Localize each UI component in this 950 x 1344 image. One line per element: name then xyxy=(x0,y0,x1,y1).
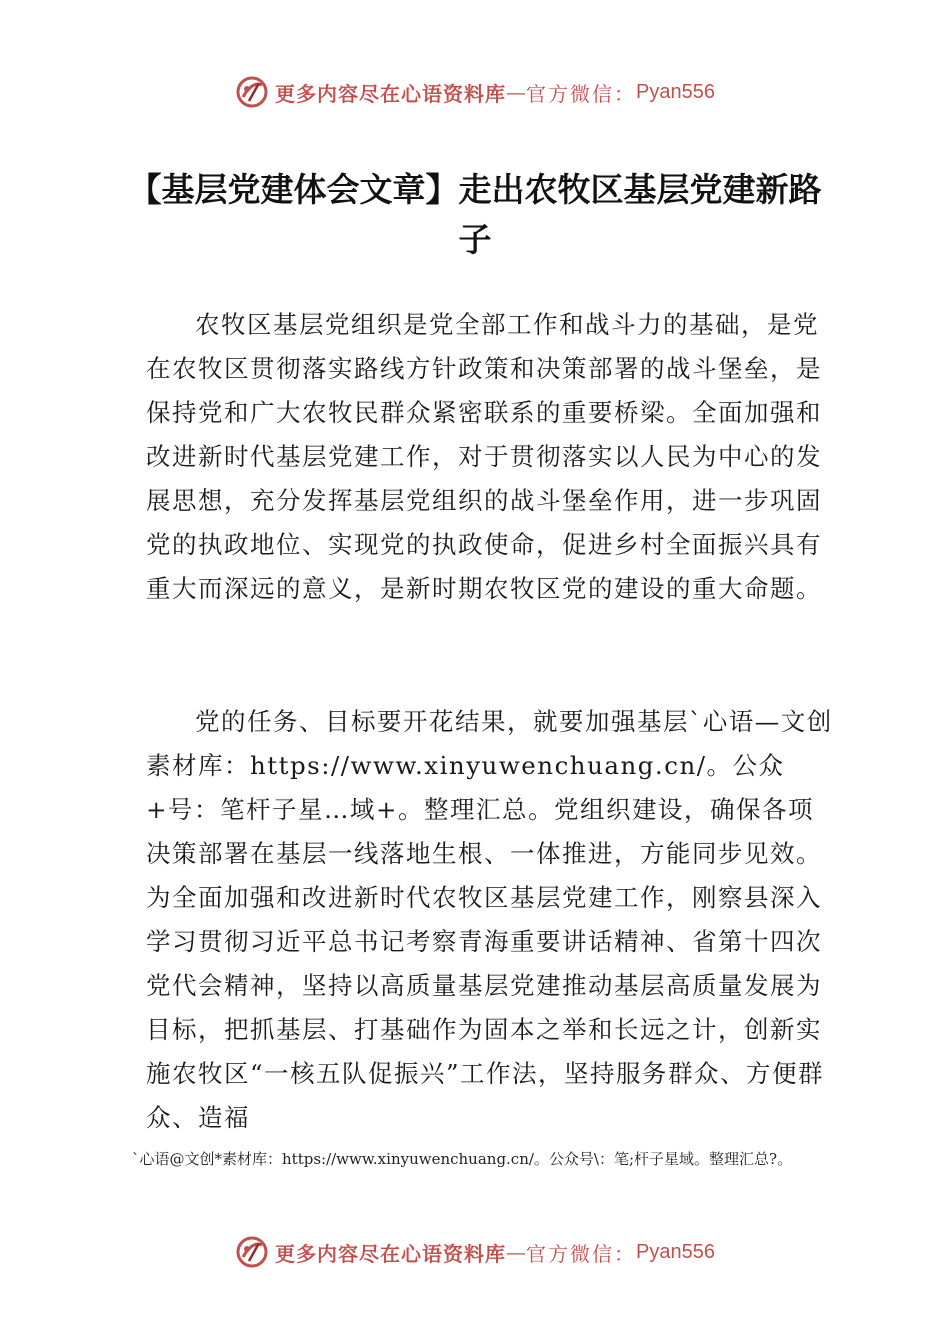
banner-wechat-label: 官方微信： xyxy=(526,81,637,106)
footnote: `心语@文创*素材库：https://www.xinyuwenchuang.cn/。公众号\：笔;杆子星域。整理汇总?。 xyxy=(132,1150,793,1168)
header-banner xyxy=(0,72,950,112)
banner-slogan: 更多内容尽在心语资料库 xyxy=(275,81,507,106)
brand-logo-icon xyxy=(235,75,269,109)
banner-wechat-id: Pyan556 xyxy=(636,80,715,103)
body-paragraph-1: 农牧区基层党组织是党全部工作和战斗力的基础，是党在农牧区贯彻落实路线方针政策和决策部署的战斗堡垒，是保持党和广大农牧民群众紧密联系的重要桥梁。全面加强和改进新时代基层党建工作，对于贯彻落实以人民为中心的发展思想，充分发挥基层党组织的战斗堡垒作用，进一步巩固党的执政地位、实现党的执政使命，促进乡村全面振兴具有重大而深远的意义，是新时期农牧区党的建设的重大命题。 xyxy=(146,310,822,603)
banner-slogan: 更多内容尽在心语资料库 xyxy=(275,1241,507,1266)
banner-wechat-id: Pyan556 xyxy=(636,1240,715,1263)
banner-separator: — xyxy=(506,1240,527,1264)
brand-logo-icon xyxy=(235,1235,269,1269)
footer-banner xyxy=(0,1232,950,1272)
body-paragraph-2: 党的任务、目标要开花结果，就要加强基层`心语—文创素材库：https://www.xinyuwenchuang.cn/。公众+号：笔杆子星…域+。整理汇总。党组织建设，确保各项决策部署在基层一线落地生根、一体推进，方能同步见效。为全面加强和改进新时代农牧区基层党建工作，刚察县深入学习贯彻习近平总书记考察青海重要讲话精神、省第十四次党代会精神，坚持以高质量基层党建推动基层高质量发展为目标，把抓基层、打基础作为固本之举和长远之计，创新实施农牧区“一核五队促振兴”工作法，坚持服务群众、方便群众、造福 xyxy=(146,707,833,1132)
document-title: 【基层党建体会文章】走出农牧区基层党建新路子 xyxy=(128,170,822,259)
banner-wechat-label: 官方微信： xyxy=(526,1241,637,1266)
banner-separator: — xyxy=(506,80,527,104)
